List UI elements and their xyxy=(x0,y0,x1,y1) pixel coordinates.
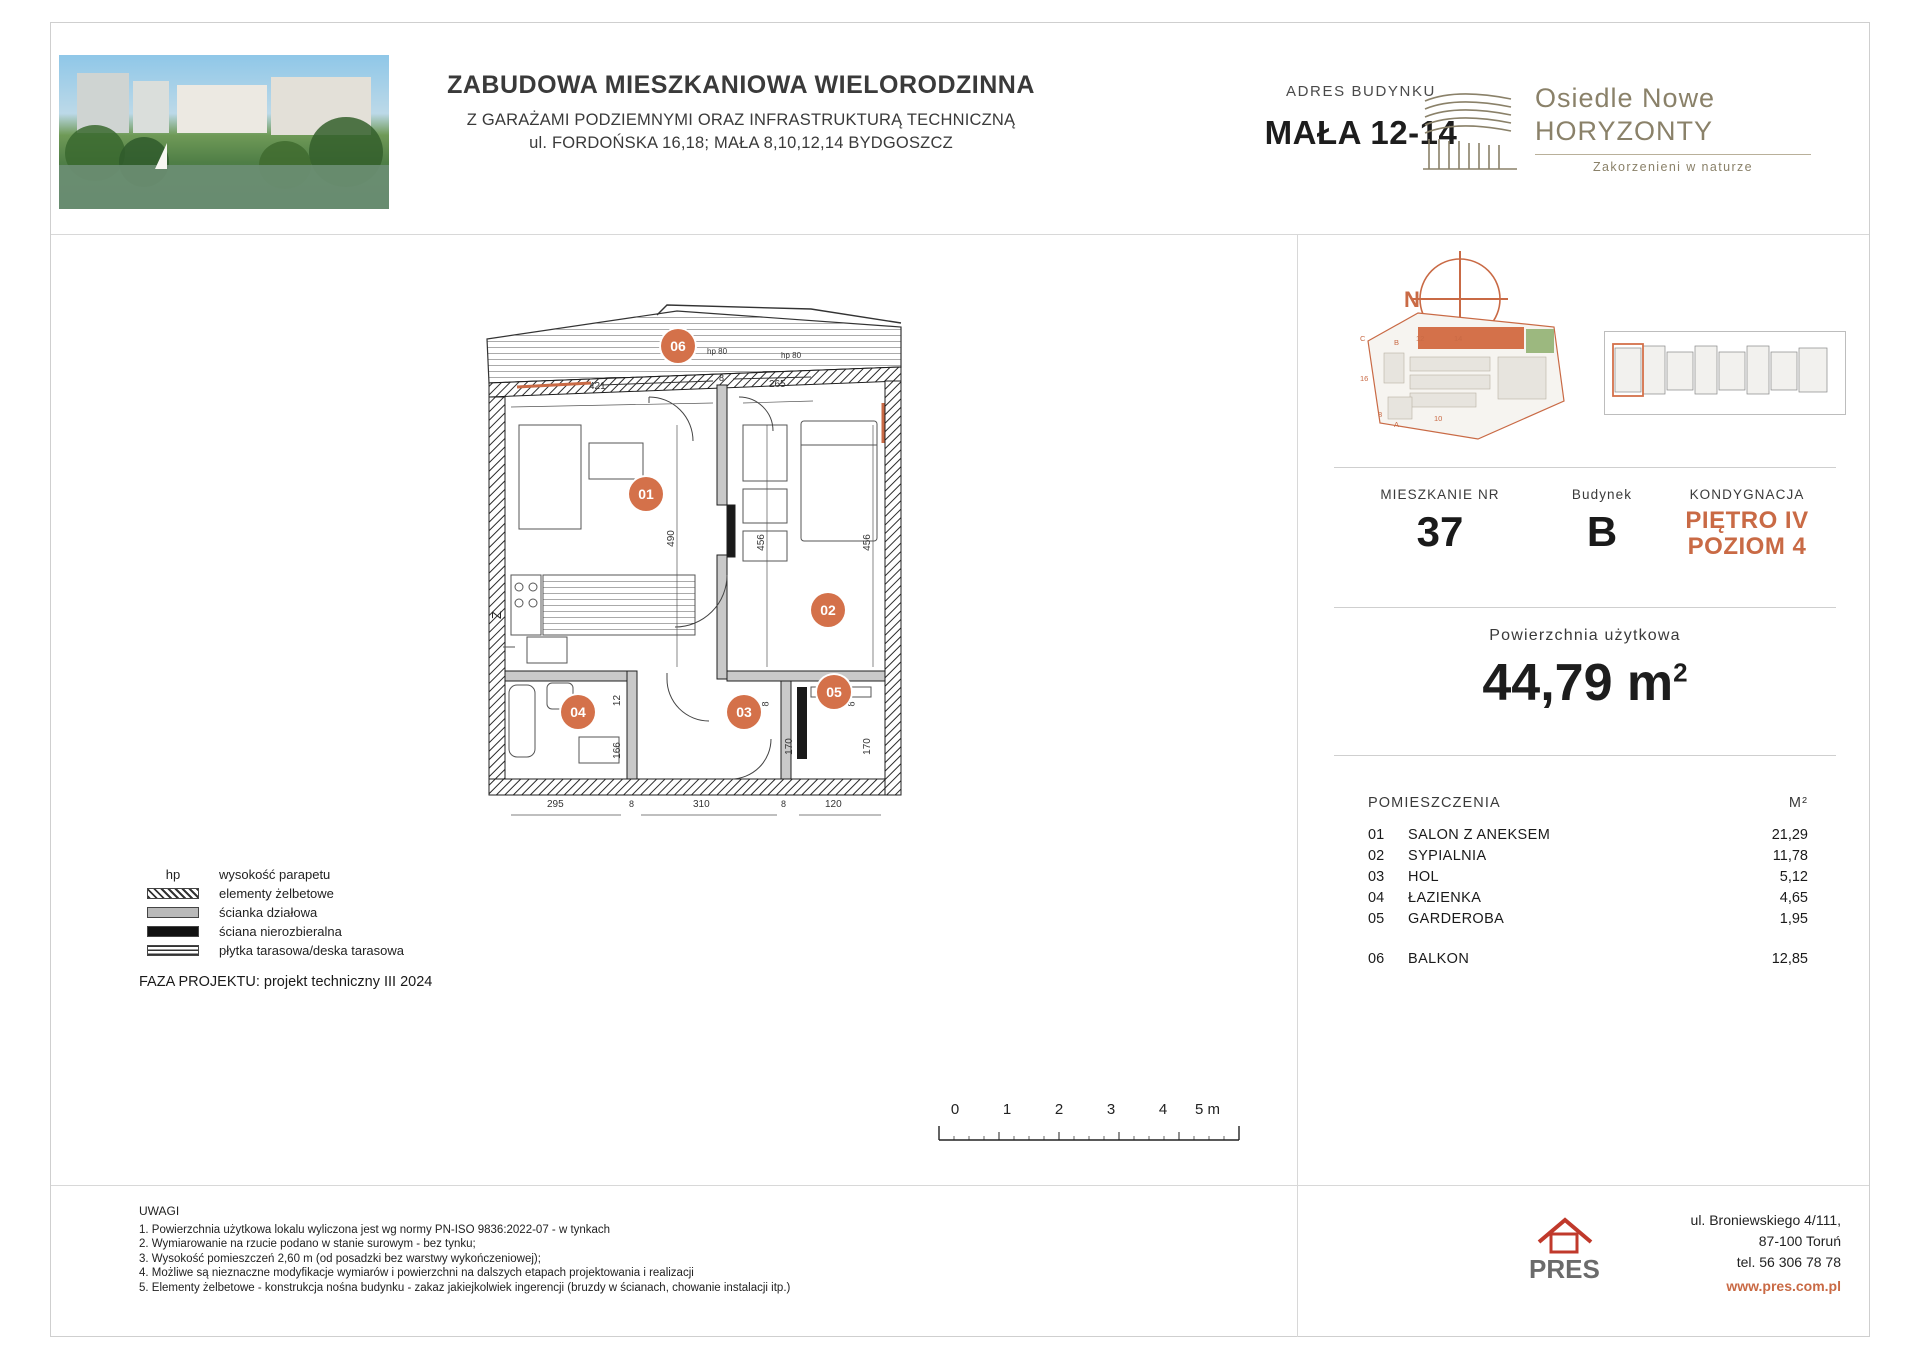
room-number: 03 xyxy=(1368,869,1385,885)
legend-label-2: ściana nierozbieralna xyxy=(219,924,342,939)
contact-address-1: ul. Broniewskiego 4/111, xyxy=(1690,1212,1841,1228)
usable-area-value xyxy=(1334,653,1836,713)
divider-3 xyxy=(1334,755,1836,756)
table-row xyxy=(1368,949,1808,970)
room-number: 06 xyxy=(1368,951,1385,967)
divider-1 xyxy=(1334,467,1836,468)
room-number: 02 xyxy=(1368,848,1385,864)
note-line: 4. Możliwe są nieznaczne modyfikacje wymiarów i powierzchni na dalszych etapach projektowania i realizacji xyxy=(139,1267,694,1280)
scale-bar-graphic xyxy=(929,1124,1249,1146)
legend xyxy=(139,865,619,990)
legend-swatch-reinforced-concrete xyxy=(147,888,199,899)
contact-website[interactable]: www.pres.com.pl xyxy=(1726,1278,1841,1294)
floorplan-area xyxy=(51,235,1297,1185)
scale-tick-5: 5 m xyxy=(1195,1101,1221,1118)
room-name: SYPIALNIA xyxy=(1408,848,1487,864)
floor-label: KONDYGNACJA xyxy=(1689,487,1805,502)
room-schedule-table xyxy=(1368,795,1808,970)
contact-address-2: 87-100 Toruń xyxy=(1758,1233,1841,1249)
note-line: 3. Wysokość pomieszczeń 2,60 m (od posadzki bez warstwy wykończeniowej); xyxy=(139,1252,541,1265)
room-tag-06: 06 xyxy=(661,329,695,363)
legend-row-2 xyxy=(139,922,619,941)
room-name: SALON Z ANEKSEM xyxy=(1408,827,1551,843)
scale-tick-0: 0 xyxy=(950,1101,960,1118)
usable-area-number: 44,79 m xyxy=(1482,654,1674,712)
legend-row-3 xyxy=(139,941,619,960)
legend-swatch-terrace-tile xyxy=(147,945,199,956)
legend-label-3: płytka tarasowa/deska tarasowa xyxy=(219,943,404,958)
table-row xyxy=(1368,867,1808,888)
svg-text:14: 14 xyxy=(1454,334,1463,343)
project-title-block xyxy=(411,71,1071,153)
pres-logo xyxy=(1521,1208,1631,1288)
room-number: 05 xyxy=(1368,911,1385,927)
note-line: 5. Elementy żelbetowe - konstrukcja nośna budynku - zakaz jakiejkolwiek ingerencji (bruzdy w ścianach, chowanie instalacji itp.) xyxy=(139,1281,791,1294)
footer-divider xyxy=(1297,1186,1298,1337)
logo-line-2: HORYZONTY xyxy=(1535,116,1714,146)
dimension-labels: 421 490 456 456 265 8 12 166 295 8 310 8 120 170 170 8 8 hp 80 hp 80 xyxy=(547,347,873,810)
project-phase: FAZA PROJEKTU: projekt techniczny III 2024 xyxy=(139,974,433,990)
legend-label-0: elementy żelbetowe xyxy=(219,886,334,901)
project-rendering-image xyxy=(59,55,389,209)
contact-block xyxy=(1651,1210,1841,1297)
svg-text:10: 10 xyxy=(1434,414,1443,423)
scale-tick-3: 3 xyxy=(1106,1101,1116,1118)
info-panel xyxy=(1297,235,1871,1185)
room-area: 11,78 xyxy=(1772,848,1808,864)
scale-tick-2: 2 xyxy=(1054,1101,1064,1118)
legend-label-1: ścianka działowa xyxy=(219,905,318,920)
scale-tick-1: 1 xyxy=(1002,1101,1012,1118)
scale-tick-4: 4 xyxy=(1158,1101,1168,1118)
usable-area-label: Powierzchnia użytkowa xyxy=(1489,627,1681,644)
room-schedule-header xyxy=(1368,795,1808,811)
floor-value-storey: PIĘTRO IV xyxy=(1685,507,1809,534)
table-row xyxy=(1368,846,1808,867)
scale-bar xyxy=(929,1101,1289,1146)
usable-area-unit-exponent: 2 xyxy=(1673,657,1688,688)
floor-value-level: POZIOM 4 xyxy=(1687,532,1807,560)
building-value: B xyxy=(1586,508,1618,555)
drawing-sheet xyxy=(50,22,1870,1337)
room-name: GARDEROBA xyxy=(1408,911,1505,927)
note-line: 1. Powierzchnia użytkowa lokalu wyliczona jest wg normy PN-ISO 9836:2022-07 - w tynkach xyxy=(139,1223,611,1236)
svg-text:C: C xyxy=(1360,334,1366,343)
room-area: 1,95 xyxy=(1779,911,1808,927)
room-area: 4,65 xyxy=(1779,890,1808,906)
svg-text:8: 8 xyxy=(1378,410,1383,419)
developer-logo xyxy=(1419,83,1809,183)
project-subtitle: Z GARAŻAMI PODZIEMNYMI ORAZ INFRASTRUKTURĄ TECHNICZNĄ xyxy=(466,111,1016,129)
project-title: ZABUDOWA MIESZKANIOWA WIELORODZINNA xyxy=(447,71,1035,99)
project-address-line: ul. FORDOŃSKA 16,18; MAŁA 8,10,12,14 BYDGOSZCZ xyxy=(529,134,953,152)
sheet-footer xyxy=(51,1185,1869,1337)
room-area: 5,12 xyxy=(1779,869,1808,885)
note-line: 2. Wymiarowanie na rzucie podano w stanie surowym - bez tynku; xyxy=(139,1238,476,1251)
table-row xyxy=(1368,888,1808,909)
room-tag-05: 05 xyxy=(817,675,851,709)
svg-text:12: 12 xyxy=(1416,334,1425,343)
room-name: HOL xyxy=(1408,869,1440,885)
contact-phone: tel. 56 306 78 78 xyxy=(1736,1254,1841,1270)
notes-title: UWAGI xyxy=(139,1204,180,1218)
legend-row-1 xyxy=(139,903,619,922)
room-tag-01: 01 xyxy=(629,477,663,511)
svg-text:16: 16 xyxy=(1360,374,1369,383)
table-row xyxy=(1368,825,1808,846)
room-area: 12,85 xyxy=(1771,951,1808,967)
divider-2 xyxy=(1334,607,1836,608)
building-label: Budynek xyxy=(1571,487,1633,502)
room-name: BALKON xyxy=(1408,951,1470,967)
room-number: 01 xyxy=(1368,827,1385,843)
logo-line-1: Osiedle Nowe xyxy=(1535,83,1716,113)
room-tag-03: 03 xyxy=(727,695,761,729)
svg-text:A: A xyxy=(1394,420,1400,429)
room-area: 21,29 xyxy=(1771,827,1808,843)
apartment-number-value: 37 xyxy=(1416,508,1464,555)
room-tag-04: 04 xyxy=(561,695,595,729)
room-schedule-header-area: M² xyxy=(1788,795,1808,811)
scale-tick-labels xyxy=(929,1101,1289,1118)
apartment-number-label: MIESZKANIE NR xyxy=(1380,487,1500,502)
svg-text:N: N xyxy=(1404,287,1420,312)
apartment-floorplan xyxy=(481,275,1001,835)
legend-swatch-nondemolishable-wall xyxy=(147,926,199,937)
logo-tagline: Zakorzenieni w naturze xyxy=(1592,160,1754,174)
legend-swatch-partition-wall xyxy=(147,907,199,918)
logo-mark-icon xyxy=(1419,87,1525,173)
room-name: ŁAZIENKA xyxy=(1408,890,1482,906)
room-schedule-header-name: POMIESZCZENIA xyxy=(1368,795,1501,811)
building-address-label: ADRES BUDYNKU xyxy=(1286,83,1436,100)
room-tag-02: 02 xyxy=(811,593,845,627)
sheet-header xyxy=(51,23,1869,235)
logo-divider xyxy=(1535,154,1811,155)
room-number: 04 xyxy=(1368,890,1385,906)
table-spacer xyxy=(1368,930,1808,949)
site-key-plan xyxy=(1358,305,1588,455)
legend-hp-symbol: hp xyxy=(165,867,181,882)
apartment-meta xyxy=(1334,487,1836,560)
floor-key-plan xyxy=(1604,331,1846,415)
svg-text:B: B xyxy=(1394,338,1400,347)
legend-row-0 xyxy=(139,884,619,903)
notes-block xyxy=(139,1204,1039,1296)
building-address-value: MAŁA 12-14 xyxy=(1264,114,1458,151)
table-row xyxy=(1368,909,1808,930)
legend-hp-text: wysokość parapetu xyxy=(219,867,331,882)
svg-text:Z: Z xyxy=(489,611,504,619)
legend-row-hp xyxy=(139,865,619,884)
pres-logo-text: PRES xyxy=(1529,1254,1600,1284)
